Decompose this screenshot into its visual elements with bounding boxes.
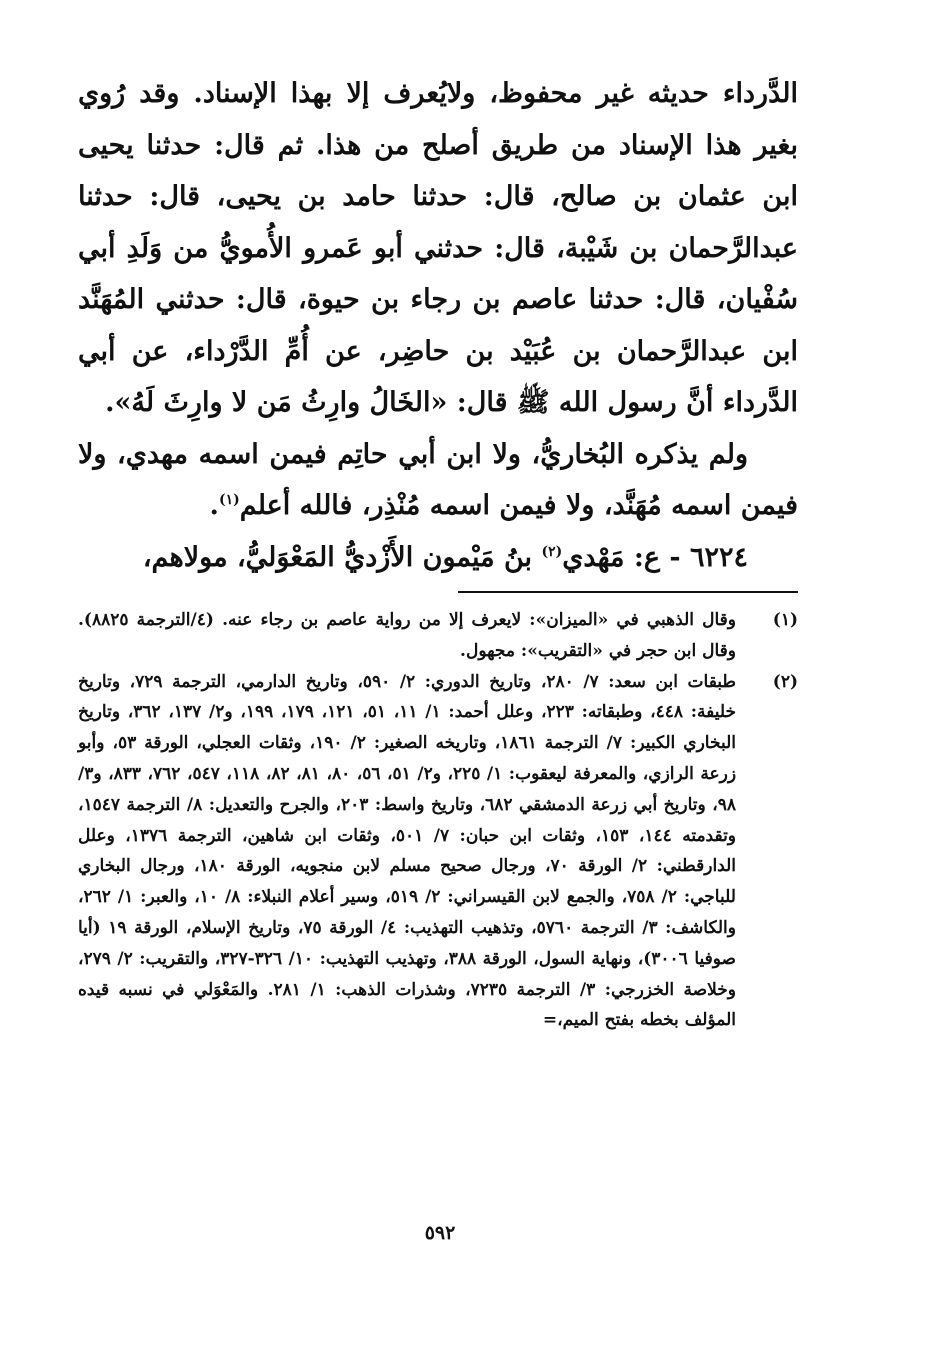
biography-entry-heading xyxy=(78,532,798,584)
footnote-divider xyxy=(458,591,798,593)
footnote-number: (٢) xyxy=(772,671,798,692)
entry-name-rest: بنُ مَيْمون الأَزْديُّ المَعْوَليُّ، مولاهم، xyxy=(142,541,533,573)
main-paragraph-text: ولم يذكره البُخاريُّ، ولا ابن أبي حاتِم فيمن اسمه مهدي، ولا فيمن اسمه مُهَنَّد، ولا فيمن اسمه مُنْذِر، فالله أعلم xyxy=(78,438,798,521)
entry-name: مَهْدي xyxy=(562,541,625,573)
main-paragraph xyxy=(78,68,798,429)
footnote-text: وقال الذهبي في «الميزان»: لايعرف إلا من رواية عاصم بن رجاء عنه. (٤/الترجمة ٨٨٢٥). وقال ابن حجر في «التقريب»: مجهول. xyxy=(78,610,736,661)
footnotes xyxy=(78,605,798,1036)
footnote-text: طبقات ابن سعد: ٧/ ٢٨٠، وتاريخ الدوري: ٢/ ٥٩٠، وتاريخ الدارمي، الترجمة ٧٢٩، وتاريخ خليفة: ٤٤٨، وطبقاته: ٢٢٣، وعلل أحمد: ١/ ١١، ٥١، ١٢١، ١٧٩، ١٩٩، و٢/ ١٣٧، ٣٦٢، وتاريخ البخاري الكبير: ٧/ الترجمة ١٨٦١، وتاريخه الصغير: ٢/ ١٩٠، وثقات العجلي، الورقة ٥٣، وأبو زرعة الرازي، والمعرفة ليعقوب: ١/ ٢٢٥، و٢/ ٥١، ٥٦، ٨٠، ٨١، ٨٢، ١١٨، ٥٤٧، ٧٦٢، ٨٣٣، و٣/ ٩٨، وتاريخ أبي زرعة الدمشقي ٦٨٢، وتاريخ واسط: ٢٠٣، والجرح والتعديل: ٨/ الترجمة ١٥٤٧، وتقدمته ١٤٤، ١٥٣، وثقات ابن حبان: ٧/ ٥٠١، وثقات ابن شاهين، الترجمة ١٣٧٦، وعلل الدارقطني: ٢/ الورقة ٧٠، ورجال صحيح مسلم لابن منجويه، الورقة ١٨٠، ورجال البخاري للباجي: ٢/ ٧٥٨، والجمع لابن القيسراني: ٢/ ٥١٩، وسير أعلام النبلاء: ٨/ ١٠، والعبر: ١/ ٢٦٢، والكاشف: ٣/ الترجمة ٥٧٦٠، وتذهيب التهذيب: ٤/ الورقة ٧٥، وتاريخ الإسلام، الورقة ١٩ (أيا صوفيا ٣٠٠٦)، ونهاية السول، الورقة ٣٨٨، وتهذيب التهذيب: ١٠/ ٣٢٦-٣٢٧، والتقريب: ٢/ ٢٧٩، وخلاصة الخزرجي: ٣/ الترجمة ٧٢٣٥، وشذرات الذهب: ١/ ٢٨١. والمَعْوَلي في نسبه قيده المؤلف بخطه بفتح الميم،= xyxy=(78,671,737,1031)
footnote xyxy=(78,667,798,1037)
main-text xyxy=(78,68,798,583)
main-paragraph: ولم يذكره البُخاريُّ، ولا ابن أبي حاتِم فيمن اسمه مهدي، ولا فيمن اسمه مُهَنَّد، ولا فيمن اسمه مُنْذِر، فالله أعلم$^{(١)}$. xyxy=(78,438,798,521)
entry-number: ٦٢٢٤ - ع: xyxy=(633,541,748,573)
main-paragraph-text: الدَّرداء حديثه غير محفوظ، ولايُعرف إلا بهذا الإسناد. وقد رُوي بغير هذا الإسناد من طريق أصلح من هذا. ثم قال: حدثنا يحيى ابن عثمان بن صالح، قال: حدثنا حامد بن يحيى، قال: حدثنا عبدالرَّحمان بن شَيْبة، قال: حدثني أبو عَمرو الأُمويُّ من وَلَدِ أبي سُفْيان، قال: حدثنا عاصم بن رجاء بن حيوة، قال: حدثني المُهَنَّد ابن عبدالرَّحمان بن عُبَيْد بن حاضِر، عن أُمِّ الدَّرْداء، عن أبي الدَّرداء أنَّ رسول الله ﷺ قال: «الخَالُ وارِثُ مَن لا وارِثَ لَهُ». xyxy=(78,78,798,418)
footnote-reference[interactable]: (٢) xyxy=(541,543,563,560)
footnote-reference[interactable]: (١) xyxy=(218,492,240,508)
page-number: ٥٩٢ xyxy=(424,1222,456,1244)
footnote-number: (١) xyxy=(772,610,798,630)
footnote xyxy=(78,605,798,667)
